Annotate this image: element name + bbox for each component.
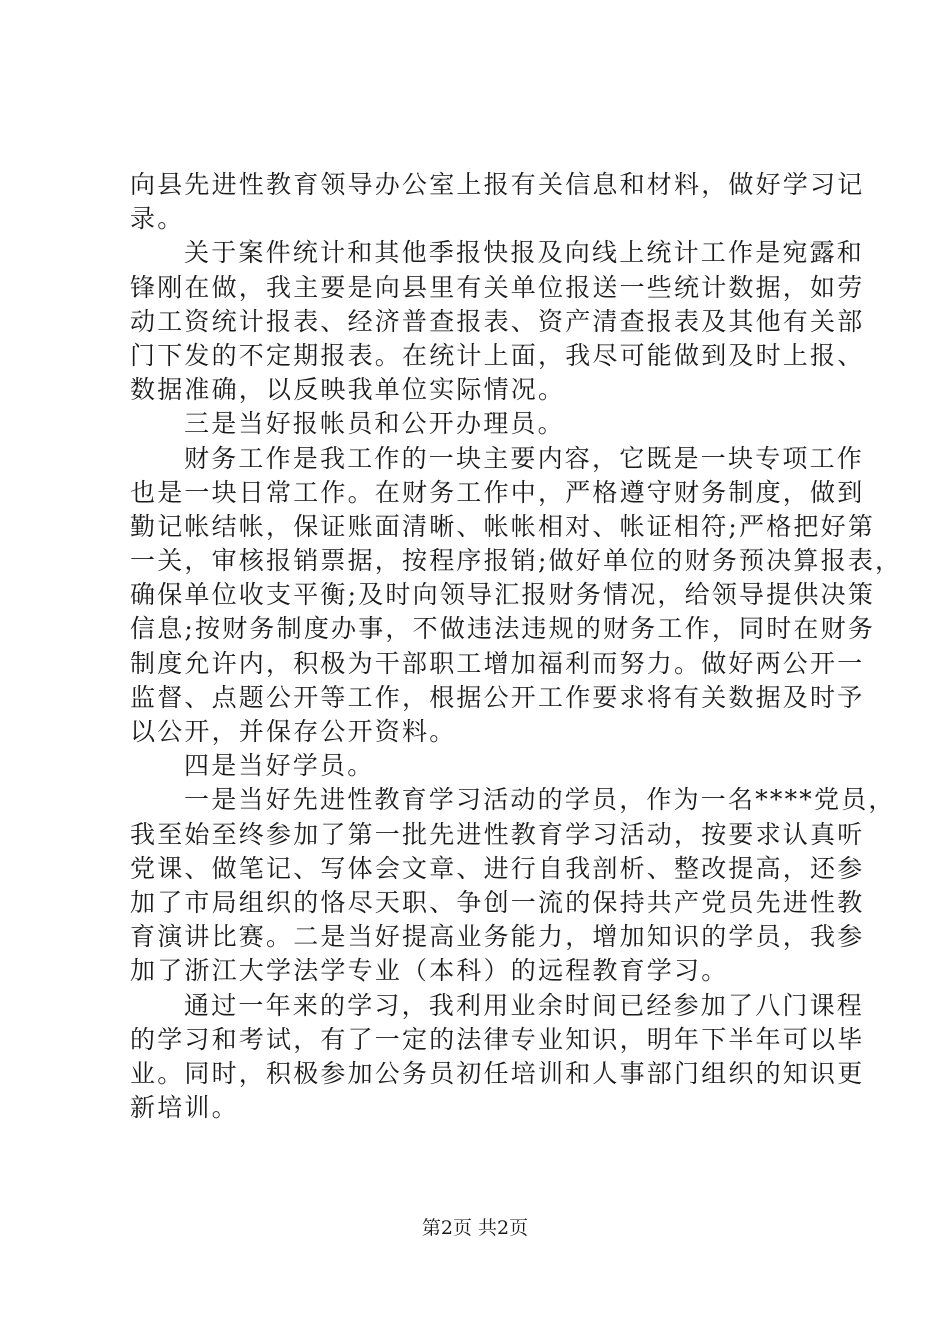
- text-line: 以公开，并保存公开资料。: [130, 717, 457, 746]
- text-line: 一关，审核报销票据，按程序报销;做好单位的财务预决算报表，: [130, 546, 903, 576]
- text-line: 数据准确，以反映我单位实际情况。: [130, 375, 566, 405]
- text-line: 信息;按财务制度办事，不做违法违规的财务工作，同时在财务: [130, 614, 876, 644]
- text-line: 加了浙江大学法学专业（本科）的远程教育学习。: [130, 956, 729, 986]
- text-line: 制度允许内，积极为干部职工增加福利而努力。做好两公开一: [130, 648, 865, 678]
- text-line: 四是当好学员。: [184, 751, 375, 781]
- text-line: 党课、做笔记、写体会文章、进行自我剖析、整改提高，还参: [130, 853, 865, 883]
- text-line: 通过一年来的学习，我利用业余时间已经参加了八门课程: [184, 990, 865, 1020]
- text-line: 锋刚在做，我主要是向县里有关单位报送一些统计数据，如劳: [130, 272, 865, 302]
- text-line: 门下发的不定期报表。在统计上面，我尽可能做到及时上报、: [130, 340, 865, 370]
- text-line: 三是当好报帐员和公开办理员。: [184, 409, 565, 439]
- text-line: 监督、点题公开等工作，根据公开工作要求将有关数据及时予: [130, 682, 865, 712]
- document-body: [130, 168, 903, 1125]
- text-line: 育演讲比赛。二是当好提高业务能力，增加知识的学员，我参: [130, 922, 865, 952]
- text-line: 加了市局组织的恪尽天职、争创一流的保持共产党员先进性教: [130, 887, 865, 917]
- text-line: 确保单位收支平衡;及时向领导汇报财务情况，给领导提供决策: [130, 580, 876, 610]
- text-line: 财务工作是我工作的一块主要内容，它既是一块专项工作: [184, 443, 865, 473]
- text-line: 也是一块日常工作。在财务工作中，严格遵守财务制度，做到: [130, 477, 865, 507]
- text-line: 业。同时，积极参加公务员初任培训和人事部门组织的知识更: [130, 1058, 865, 1088]
- text-line: 录。: [130, 204, 185, 234]
- text-line: 我至始至终参加了第一批先进性教育学习活动，按要求认真听: [130, 819, 865, 849]
- text-line: 向县先进性教育领导办公室上报有关信息和材料，做好学习记: [130, 170, 865, 199]
- page-footer: 第2页 共2页: [421, 1217, 529, 1239]
- text-line: 的学习和考试，有了一定的法律专业知识，明年下半年可以毕: [130, 1024, 865, 1054]
- text-line: 一是当好先进性教育学习活动的学员，作为一名****党员，: [184, 785, 896, 815]
- text-line: 关于案件统计和其他季报快报及向线上统计工作是宛露和: [184, 238, 865, 268]
- text-line: 勤记帐结帐，保证账面清晰、帐帐相对、帐证相符;严格把好第: [130, 511, 876, 541]
- text-line: 动工资统计报表、经济普查报表、资产清查报表及其他有关部: [130, 306, 865, 336]
- text-line: 新培训。: [130, 1093, 239, 1123]
